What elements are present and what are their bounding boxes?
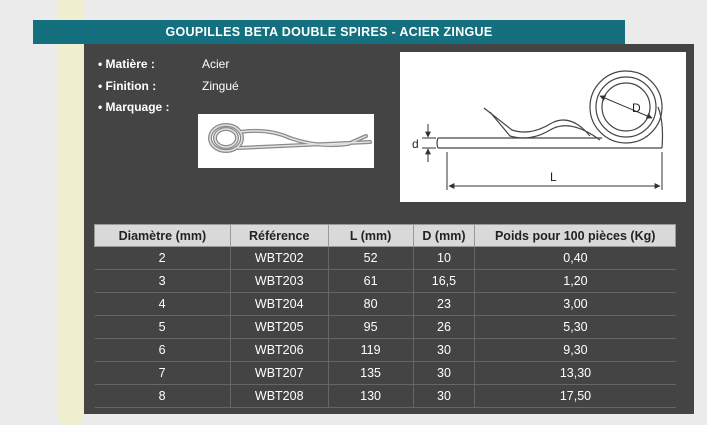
spec-label: • Finition : xyxy=(98,79,157,93)
table-cell: 135 xyxy=(328,362,413,385)
table-cell: 17,50 xyxy=(475,385,676,408)
table-cell: WBT202 xyxy=(230,247,328,270)
table-row xyxy=(95,339,676,362)
spec-table xyxy=(94,224,676,408)
spec-label: • Matière : xyxy=(98,57,155,71)
table-cell: WBT205 xyxy=(230,316,328,339)
table-cell: 6 xyxy=(95,339,231,362)
table-cell: WBT206 xyxy=(230,339,328,362)
diagram-label-L: L xyxy=(550,170,557,184)
table-header-row xyxy=(95,225,676,247)
table-row xyxy=(95,293,676,316)
table-cell: 80 xyxy=(328,293,413,316)
table-cell: 4 xyxy=(95,293,231,316)
decorative-side-strip xyxy=(57,0,84,425)
table-cell: 5 xyxy=(95,316,231,339)
table-cell: 30 xyxy=(413,385,475,408)
diagram-label-D: D xyxy=(632,101,641,115)
column-header: Diamètre (mm) xyxy=(95,225,231,247)
table-cell: 0,40 xyxy=(475,247,676,270)
table-cell: WBT207 xyxy=(230,362,328,385)
table-cell: 8 xyxy=(95,385,231,408)
table-row xyxy=(95,247,676,270)
table-cell: 16,5 xyxy=(413,270,475,293)
table-cell: 9,30 xyxy=(475,339,676,362)
table-cell: 3,00 xyxy=(475,293,676,316)
table-cell: 1,20 xyxy=(475,270,676,293)
table-cell: 2 xyxy=(95,247,231,270)
page-title: GOUPILLES BETA DOUBLE SPIRES - ACIER ZINGUE xyxy=(33,20,625,44)
table-cell: 95 xyxy=(328,316,413,339)
column-header: L (mm) xyxy=(328,225,413,247)
table-row xyxy=(95,385,676,408)
product-photo xyxy=(198,114,374,168)
table-cell: 5,30 xyxy=(475,316,676,339)
table-cell: 13,30 xyxy=(475,362,676,385)
table-cell: 130 xyxy=(328,385,413,408)
table-cell: 7 xyxy=(95,362,231,385)
table-cell: 52 xyxy=(328,247,413,270)
table-cell: WBT204 xyxy=(230,293,328,316)
spec-label: • Marquage : xyxy=(98,100,170,114)
diagram-label-d: d xyxy=(412,137,419,151)
table-row xyxy=(95,270,676,293)
table-cell: 30 xyxy=(413,362,475,385)
table-cell: 61 xyxy=(328,270,413,293)
column-header: Poids pour 100 pièces (Kg) xyxy=(475,225,676,247)
column-header: Référence xyxy=(230,225,328,247)
table-row xyxy=(95,316,676,339)
table-cell: 26 xyxy=(413,316,475,339)
dimension-diagram xyxy=(400,52,686,202)
table-cell: 30 xyxy=(413,339,475,362)
column-header: D (mm) xyxy=(413,225,475,247)
table-row xyxy=(95,362,676,385)
spec-value: Acier xyxy=(202,57,230,71)
table-cell: WBT208 xyxy=(230,385,328,408)
product-panel xyxy=(84,44,694,414)
table-cell: 23 xyxy=(413,293,475,316)
table-cell: WBT203 xyxy=(230,270,328,293)
table-cell: 10 xyxy=(413,247,475,270)
spec-value: Zingué xyxy=(202,79,239,93)
table-cell: 3 xyxy=(95,270,231,293)
table-cell: 119 xyxy=(328,339,413,362)
